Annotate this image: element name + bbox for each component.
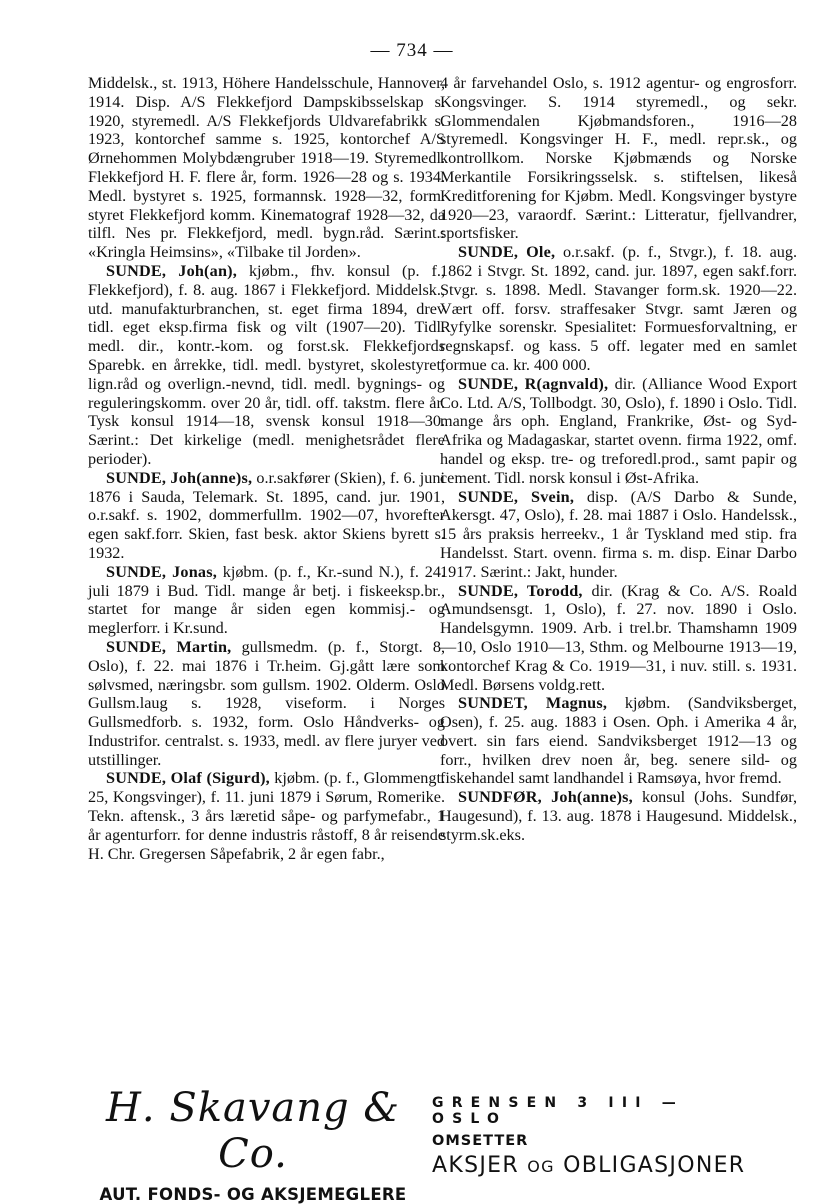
entry-text: kjøbm. (Sandviksberget, Osen), f. 25. aug. 1883 i Osen. Oph. i Amerika 4 år, overt. sin fars eiend. Sandviksberget 1912—13 og forr., hvilken drev noen år, beg. senere sild- og fiskehandel samt landhandel i Ramsøya, hvor fremd.	[440, 694, 797, 788]
entry-text: dir. (Alliance Wood Export Co. Ltd. A/S, Tollbodgt. 30, Oslo), f. 1890 i Oslo. Tidl. mange års oph. England, Frankrike, Øst- og Syd-Afrika og Madagaskar, startet ovenn. firma 1922, omf. handel og eksp. tre- og treforedl.prod., samt papir og cement. Tidl. norsk konsul i Øst-Afrika.	[440, 374, 797, 487]
directory-entry	[440, 74, 797, 243]
directory-entry	[440, 694, 797, 788]
entry-name: SUNDE, Olaf (Sigurd),	[106, 769, 270, 788]
directory-entry	[88, 563, 445, 638]
entry-name: SUNDE, R(agnvald),	[458, 374, 609, 393]
page-number: — 734 —	[370, 40, 454, 61]
entry-text: o.r.sakfører (Skien), f. 6. juni 1876 i Sauda, Telemark. St. 1895, cand. jur. 1901, o.r.sakf. s. 1902, dommerfullm. 1902—07, hvorefter egen sakf.forr. Skien, fast besk. aktor Skiens byrett s. 1932.	[88, 468, 445, 562]
directory-entry	[440, 375, 797, 488]
ad-tagline: AUT. FONDS- OG AKSJEMEGLERE	[99, 1185, 407, 1204]
right-column	[440, 74, 797, 845]
entry-text: Middelsk., st. 1913, Höhere Handelsschule, Hannover, 1914. Disp. A/S Flekkefjord Dampskibsselskap s. 1920, styremedl. A/S Flekkefjords Uldvarefabrikk s. 1923, kontorchef samme s. 1925, kontorchef A/S Ørnehommen Molybdængruber 1918—19. Styremedl. Flekkefjord H. F. flere år, form. 1926—28 og s. 1934. Medl. bystyret s. 1925, formannsk. 1928—32, form. styret Flekkefjord komm. Kinematograf 1928—32, da tilfl. Nes pr. Flekkefjord, medl. bygn.råd. Særint.: «Kringla Heimsins», «Tilbake til Jorden».	[88, 74, 445, 262]
entry-name: SUNDE, Jonas,	[106, 562, 217, 581]
entry-text: konsul (Johs. Sundfør, Haugesund), f. 13. aug. 1878 i Haugesund. Middelsk., styrm.sk.eks.	[440, 788, 797, 844]
directory-entry	[88, 74, 445, 262]
entry-name: SUNDE, Torodd,	[458, 581, 583, 600]
directory-entry	[440, 488, 797, 582]
ad-firm-name: H. Skavang & Co.	[106, 1085, 400, 1177]
entry-name: SUNDET, Magnus,	[458, 694, 608, 713]
directory-entry	[88, 638, 445, 770]
ad-address: GRENSEN 3 III — OSLO	[432, 1095, 684, 1127]
ad-headline-aksjer: AKSJER	[432, 1153, 519, 1178]
entry-text: o.r.sakf. (p. f., Stvgr.), f. 18. aug. 1862 i Stvgr. St. 1892, cand. jur. 1897, egen sakf.forr. Stvgr. s. 1898. Medl. Stavanger form.sk. 1920—22. Vært off. forsv. straffesaker Stvgr. samt Jæren og Ryfylke sorenskr. Spesialitet: Formuesforvaltning, er regnskapsf. og kass. 5 off. legater med en samlet formue ca. kr. 400 000.	[440, 243, 797, 374]
directory-entry	[440, 788, 797, 844]
ad-headline-og: OG	[527, 1157, 555, 1176]
entry-name: SUNDE, Joh(anne)s,	[106, 468, 253, 487]
entry-name: SUNDE, Joh(an),	[106, 261, 237, 280]
directory-entry	[88, 262, 445, 469]
advertisement-skavang	[88, 1085, 418, 1204]
entry-name: SUNDE, Svein,	[458, 487, 575, 506]
directory-entry	[88, 469, 445, 563]
entry-text: kjøbm. (p. f., Glommengt. 25, Kongsvinger), f. 11. juni 1879 i Sørum, Romerike. Tekn. aftensk., 3 års læretid såpe- og parfymefabr., 1 år agenturforr. for denne industris råstoff, 8 år reisende H. Chr. Gregersen Såpefabrik, 2 år egen fabr.,	[88, 769, 445, 863]
entry-text: kjøbm. (p. f., Kr.-sund N.), f. 24. juli 1879 i Bud. Tidl. mange år betj. i fiskeeksp.br., startet for mange år siden egen kommisj.- og meglerforr. i Kr.sund.	[88, 562, 446, 638]
entry-text: gullsmedm. (p. f., Storgt. 8, Oslo), f. 22. mai 1876 i Tr.heim. Gj.gått lære som sølvsmed, næringsbr. som gullsm. 1902. Olderm. Oslo Gullsm.laug s. 1928, viseform. i Norges Gullsmedforb. s. 1932, form. Oslo Håndverks- og Industrifor. centralst. s. 1933, medl. av flere juryer ved utstillinger.	[88, 637, 445, 769]
ad-omsetter: OMSETTER	[432, 1133, 529, 1149]
entry-text: kjøbm., fhv. konsul (p. f., Flekkefjord), f. 8. aug. 1867 i Flekkefjord. Middelsk., utd. manufakturbranchen, st. eget firma 1894, drev tidl. eget eksp.firma fisk og vilt (1907—20). Tidl. medl. dir., kontr.-kom. og forst.sk. Flekkefjords Sparebk. en årrekke, tidl. medl. bystyret, skolestyret, lign.råd og overlign.-nevnd, tidl. medl. bygnings- og reguleringskomm. over 20 år, tidl. off. takstm. flere år. Tysk konsul 1914—18, svensk konsul 1918—30. Særint.: Det kirkelige (medl. menighetsrådet flere perioder).	[88, 261, 445, 468]
entry-text: disp. (A/S Darbo & Sunde, Akersgt. 47, Oslo), f. 28. mai 1887 i Oslo. Handelssk., 15 års praksis herreekv., 1 år Tyskland med stip. fra Handelsst. Start. ovenn. firma s. m. disp. Einar Darbo 1917. Særint.: Jakt, hunder.	[440, 487, 797, 581]
entry-name: SUNDE, Ole,	[458, 243, 556, 262]
ad-headline-obligasjoner: OBLIGASJONER	[563, 1153, 746, 1178]
entry-name: SUNDE, Martin,	[106, 637, 232, 656]
entry-text: 4 år farvehandel Oslo, s. 1912 agentur- og engrosforr. Kongsvinger. S. 1914 styremedl., og sekr. Glommendalen Kjøbmandsforen., 1916—28 styremedl. Kongsvinger H. F., medl. repr.sk., og kontrollkom. Norske Kjøbmænds og Norske Merkantile Forsikringsselsk. s. stiftelsen, likeså Kreditforening for Kjøbm. Medl. Kongsvinger bystyre 1920—23, varaordf. Særint.: Litteratur, fjellvandrer, sportsfisker.	[440, 74, 797, 243]
entry-text: dir. (Krag & Co. A/S. Roald Amundsensgt. 1, Oslo), f. 27. nov. 1890 i Oslo. Handelsgymn. 1909. Arb. i trel.br. Thamshamn 1909—10, Oslo 1910—13, Sthm. og Melbourne 1913—19, kontorchef Krag & Co. 1919—31, i nuv. still. s. 1931. Medl. Børsens voldg.rett.	[440, 581, 797, 694]
directory-entry	[440, 243, 797, 375]
directory-entry	[88, 769, 445, 863]
ad-headline	[432, 1153, 762, 1178]
directory-entry	[440, 582, 797, 695]
entry-name: SUNDFØR, Joh(anne)s,	[458, 788, 633, 807]
left-column	[88, 74, 445, 863]
advertisement-aksjer	[432, 1095, 762, 1178]
